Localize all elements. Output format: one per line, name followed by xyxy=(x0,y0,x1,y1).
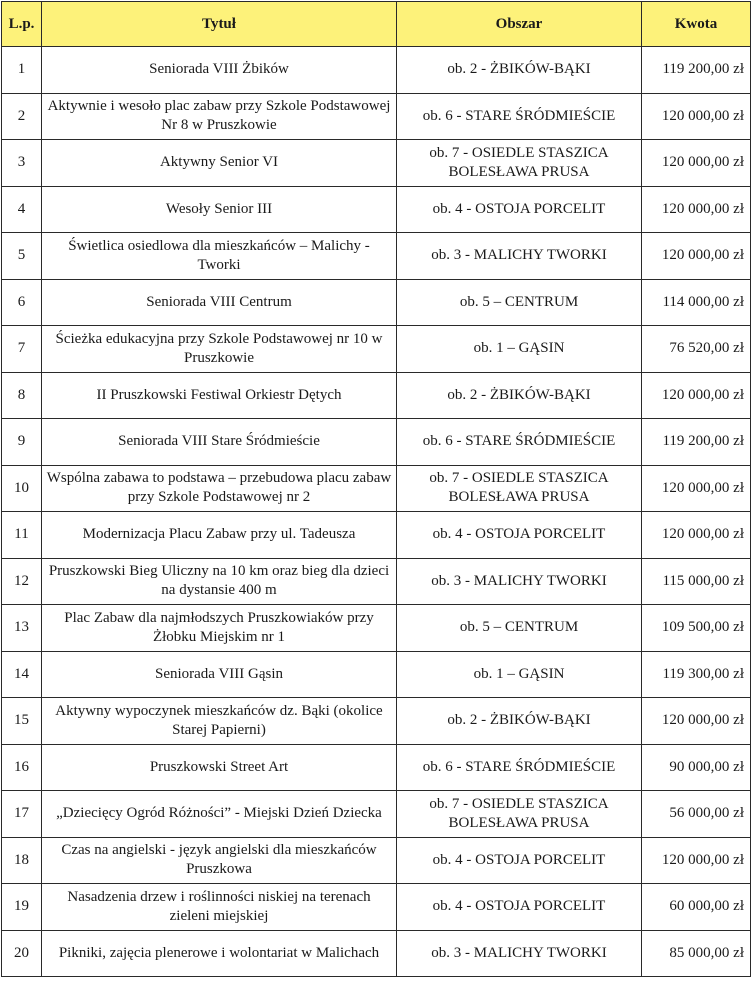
project-title-cell: Wesoły Senior III xyxy=(42,186,397,233)
amount-cell: 120 000,00 zł xyxy=(642,512,751,559)
amount-cell: 120 000,00 zł xyxy=(642,186,751,233)
area-cell: ob. 6 - STARE ŚRÓDMIEŚCIE xyxy=(397,419,642,466)
area-cell: ob. 1 – GĄSIN xyxy=(397,326,642,373)
project-title-cell: Świetlica osiedlowa dla mieszkańców – Malichy - Tworki xyxy=(42,233,397,280)
table-row xyxy=(2,744,751,791)
project-title-cell: Wspólna zabawa to podstawa – przebudowa placu zabaw przy Szkole Podstawowej nr 2 xyxy=(42,465,397,512)
amount-cell: 120 000,00 zł xyxy=(642,93,751,140)
amount-cell: 114 000,00 zł xyxy=(642,279,751,326)
area-cell: ob. 6 - STARE ŚRÓDMIEŚCIE xyxy=(397,744,642,791)
table-row xyxy=(2,837,751,884)
table-row xyxy=(2,47,751,94)
project-title-cell: Pikniki, zajęcia plenerowe i wolontariat w Malichach xyxy=(42,930,397,977)
row-number-cell: 3 xyxy=(2,140,42,187)
project-title-cell: Aktywnie i wesoło plac zabaw przy Szkole Podstawowej Nr 8 w Pruszkowie xyxy=(42,93,397,140)
row-number-cell: 2 xyxy=(2,93,42,140)
project-title-cell: Pruszkowski Bieg Uliczny na 10 km oraz bieg dla dzieci na dystansie 400 m xyxy=(42,558,397,605)
project-title-cell: Plac Zabaw dla najmłodszych Pruszkowiaków przy Żłobku Miejskim nr 1 xyxy=(42,605,397,652)
row-number-cell: 12 xyxy=(2,558,42,605)
area-cell: ob. 4 - OSTOJA PORCELIT xyxy=(397,186,642,233)
project-title-cell: Pruszkowski Street Art xyxy=(42,744,397,791)
amount-cell: 119 300,00 zł xyxy=(642,651,751,698)
area-cell: ob. 4 - OSTOJA PORCELIT xyxy=(397,837,642,884)
row-number-cell: 1 xyxy=(2,47,42,94)
area-cell: ob. 2 - ŻBIKÓW-BĄKI xyxy=(397,372,642,419)
area-cell: ob. 5 – CENTRUM xyxy=(397,605,642,652)
row-number-cell: 11 xyxy=(2,512,42,559)
area-cell: ob. 2 - ŻBIKÓW-BĄKI xyxy=(397,698,642,745)
area-cell: ob. 1 – GĄSIN xyxy=(397,651,642,698)
project-title-cell: Aktywny wypoczynek mieszkańców dz. Bąki (okolice Starej Papierni) xyxy=(42,698,397,745)
area-cell: ob. 4 - OSTOJA PORCELIT xyxy=(397,884,642,931)
header-area: Obszar xyxy=(397,2,642,47)
project-title-cell: Modernizacja Placu Zabaw przy ul. Tadeusza xyxy=(42,512,397,559)
amount-cell: 120 000,00 zł xyxy=(642,140,751,187)
row-number-cell: 9 xyxy=(2,419,42,466)
row-number-cell: 7 xyxy=(2,326,42,373)
table-row xyxy=(2,419,751,466)
project-title-cell: Seniorada VIII Centrum xyxy=(42,279,397,326)
amount-cell: 109 500,00 zł xyxy=(642,605,751,652)
table-row xyxy=(2,140,751,187)
table-body xyxy=(2,47,751,977)
area-cell: ob. 4 - OSTOJA PORCELIT xyxy=(397,512,642,559)
table-row xyxy=(2,186,751,233)
projects-table xyxy=(1,1,751,977)
amount-cell: 115 000,00 zł xyxy=(642,558,751,605)
table-row xyxy=(2,372,751,419)
table-row xyxy=(2,930,751,977)
amount-cell: 60 000,00 zł xyxy=(642,884,751,931)
project-title-cell: Ścieżka edukacyjna przy Szkole Podstawowej nr 10 w Pruszkowie xyxy=(42,326,397,373)
row-number-cell: 6 xyxy=(2,279,42,326)
amount-cell: 119 200,00 zł xyxy=(642,47,751,94)
header-row xyxy=(2,2,751,47)
row-number-cell: 5 xyxy=(2,233,42,280)
area-cell: ob. 7 - OSIEDLE STASZICA BOLESŁAWA PRUSA xyxy=(397,465,642,512)
table-row xyxy=(2,558,751,605)
amount-cell: 90 000,00 zł xyxy=(642,744,751,791)
row-number-cell: 19 xyxy=(2,884,42,931)
row-number-cell: 10 xyxy=(2,465,42,512)
table-row xyxy=(2,233,751,280)
header-amount: Kwota xyxy=(642,2,751,47)
area-cell: ob. 6 - STARE ŚRÓDMIEŚCIE xyxy=(397,93,642,140)
table-row xyxy=(2,93,751,140)
amount-cell: 85 000,00 zł xyxy=(642,930,751,977)
table-row xyxy=(2,465,751,512)
row-number-cell: 4 xyxy=(2,186,42,233)
project-title-cell: „Dziecięcy Ogród Różności” - Miejski Dzień Dziecka xyxy=(42,791,397,838)
table-header xyxy=(2,2,751,47)
row-number-cell: 15 xyxy=(2,698,42,745)
table-row xyxy=(2,884,751,931)
table-row xyxy=(2,512,751,559)
table-row xyxy=(2,279,751,326)
row-number-cell: 13 xyxy=(2,605,42,652)
amount-cell: 56 000,00 zł xyxy=(642,791,751,838)
row-number-cell: 17 xyxy=(2,791,42,838)
table-row xyxy=(2,791,751,838)
project-title-cell: Seniorada VIII Gąsin xyxy=(42,651,397,698)
area-cell: ob. 7 - OSIEDLE STASZICA BOLESŁAWA PRUSA xyxy=(397,791,642,838)
area-cell: ob. 3 - MALICHY TWORKI xyxy=(397,930,642,977)
header-lp: L.p. xyxy=(2,2,42,47)
table-row xyxy=(2,326,751,373)
amount-cell: 120 000,00 zł xyxy=(642,837,751,884)
project-title-cell: Aktywny Senior VI xyxy=(42,140,397,187)
amount-cell: 120 000,00 zł xyxy=(642,233,751,280)
table-row xyxy=(2,698,751,745)
project-title-cell: Seniorada VIII Stare Śródmieście xyxy=(42,419,397,466)
project-title-cell: Czas na angielski - język angielski dla mieszkańców Pruszkowa xyxy=(42,837,397,884)
amount-cell: 120 000,00 zł xyxy=(642,372,751,419)
amount-cell: 76 520,00 zł xyxy=(642,326,751,373)
row-number-cell: 20 xyxy=(2,930,42,977)
amount-cell: 120 000,00 zł xyxy=(642,465,751,512)
row-number-cell: 14 xyxy=(2,651,42,698)
project-title-cell: II Pruszkowski Festiwal Orkiestr Dętych xyxy=(42,372,397,419)
row-number-cell: 8 xyxy=(2,372,42,419)
table-row xyxy=(2,605,751,652)
area-cell: ob. 3 - MALICHY TWORKI xyxy=(397,233,642,280)
area-cell: ob. 2 - ŻBIKÓW-BĄKI xyxy=(397,47,642,94)
row-number-cell: 18 xyxy=(2,837,42,884)
area-cell: ob. 3 - MALICHY TWORKI xyxy=(397,558,642,605)
project-title-cell: Seniorada VIII Żbików xyxy=(42,47,397,94)
project-title-cell: Nasadzenia drzew i roślinności niskiej na terenach zieleni miejskiej xyxy=(42,884,397,931)
table-row xyxy=(2,651,751,698)
amount-cell: 119 200,00 zł xyxy=(642,419,751,466)
area-cell: ob. 5 – CENTRUM xyxy=(397,279,642,326)
area-cell: ob. 7 - OSIEDLE STASZICA BOLESŁAWA PRUSA xyxy=(397,140,642,187)
row-number-cell: 16 xyxy=(2,744,42,791)
amount-cell: 120 000,00 zł xyxy=(642,698,751,745)
header-title: Tytuł xyxy=(42,2,397,47)
